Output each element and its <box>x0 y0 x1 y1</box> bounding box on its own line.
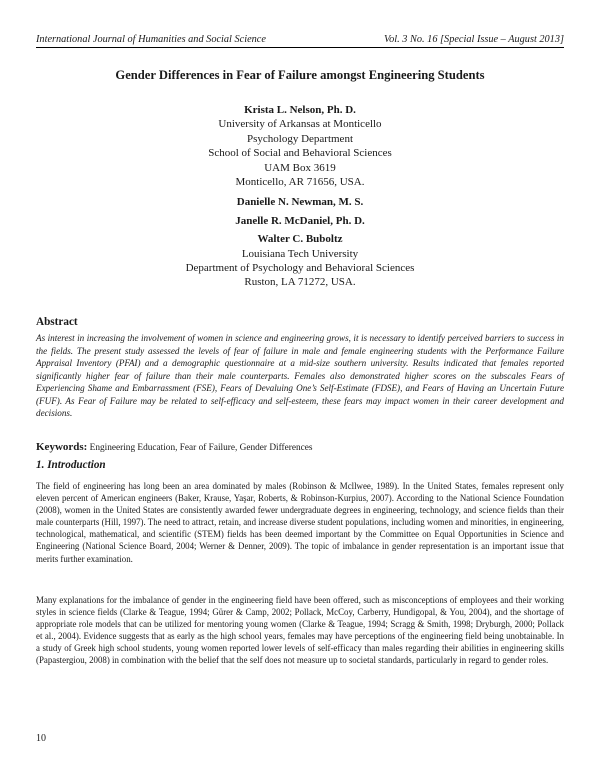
affiliation-line: Monticello, AR 71656, USA. <box>235 176 365 189</box>
affiliation-line: Psychology Department <box>246 132 353 145</box>
author-name-1: Krista L. Nelson, Ph. D. <box>244 104 356 116</box>
author-name-4: Walter C. Buboltz <box>257 233 343 246</box>
body-paragraph: The field of engineering has long been an area dominated by males (Robinson & Mcllwee, 1989). In the United States, females represent only eleven percent of American engineers (Baker, Krause, Yaşar, Roberts, & Robinson-Kurpius, 2007). According to the National Science Foundation (2008), women in the United States are consistently awarded fewer undergraduate degrees in engineering, technology, and science fields than their male counterparts (Hill, 1997). The need to attract, retain, and increase diverse student populations, including women and minorities, in engineering, technological, mathematical, and scientific (STEM) fields has been deemed important by the Committee on Equal Opportunities in Science and Engineering (National Science Board, 2004; Werner & Denner, 2009). The topic of imbalance in gender representation is an important issue that merits further examination. <box>36 481 564 564</box>
affiliation-line: School of Social and Behavioral Sciences <box>208 147 392 160</box>
abstract-text: As interest in increasing the involvement of women in science and engineering grows, it is necessary to identify perceived barriers to success in the fields. The present study assessed the levels of fear of failure in male and female engineering students with the Performance Failure Appraisal Inventory (PFAI) and a demographic questionnaire at a mid-size southern university. Results indicated that females reported significantly higher fear of failure than their male counterparts. Females also demonstrated higher scores on the subscales Fears of Experiencing Shame and Embarrassment (FSE), Fears of Devaluing One’s Self-Estimate (FDSE), and Fears of Having an Uncertain Future (FUF). As Fear of Failure may be related to self-efficacy and self-esteem, these fears may impact women in their career development and decisions. <box>36 333 564 418</box>
author-name-2: Danielle N. Newman, M. S. <box>236 196 364 209</box>
body-paragraph: Many explanations for the imbalance of gender in the engineering field have been offered, such as misconceptions of employees and their working styles in science fields (Clarke & Teague, 1994; Gürer & Camp, 2002; Pollack, McCoy, Carberry, Hundigopal, & You, 2004), and the shortage of appropriate role models that can be utilized for mentoring young women (Clarke & Teague, 1994; Scragg & Smith, 1998; Dryburgh, 2000; Pollack et al., 2004). Evidence suggests that as early as the high school years, females may have perceptions of the engineering field being unobtainable. In a study of Greek high school students, young women reported lower levels of self-efficacy than males regarding their abilities in engineering skills (Papastergiou, 2008) in combination with the belief that the self does not measure up to societal standards, particularly in regard to gender roles. <box>36 595 564 666</box>
affiliation-line: University of Arkansas at Monticello <box>218 118 382 131</box>
paper-title: Gender Differences in Fear of Failure amongst Engineering Students <box>115 68 485 82</box>
affiliation-line: Ruston, LA 71272, USA. <box>244 276 356 289</box>
keywords-label: Keywords: <box>36 441 88 453</box>
keywords-text: Engineering Education, Fear of Failure, Gender Differences <box>87 443 313 453</box>
affiliation-line: UAM Box 3619 <box>264 161 336 174</box>
running-head <box>36 34 564 48</box>
issue-info: Vol. 3 No. 16 [Special Issue – August 2013] <box>383 34 564 45</box>
affiliation-line: Department of Psychology and Behavioral Sciences <box>185 262 415 275</box>
journal-name: International Journal of Humanities and Social Science <box>36 34 266 45</box>
affiliation-line: Louisiana Tech University <box>241 247 359 260</box>
abstract-heading: Abstract <box>36 316 78 328</box>
page-number: 10 <box>36 733 46 744</box>
section-heading: 1. Introduction <box>36 459 106 471</box>
author-block <box>0 103 600 290</box>
author-name-3: Janelle R. McDaniel, Ph. D. <box>235 214 365 227</box>
keywords-line <box>36 441 564 453</box>
